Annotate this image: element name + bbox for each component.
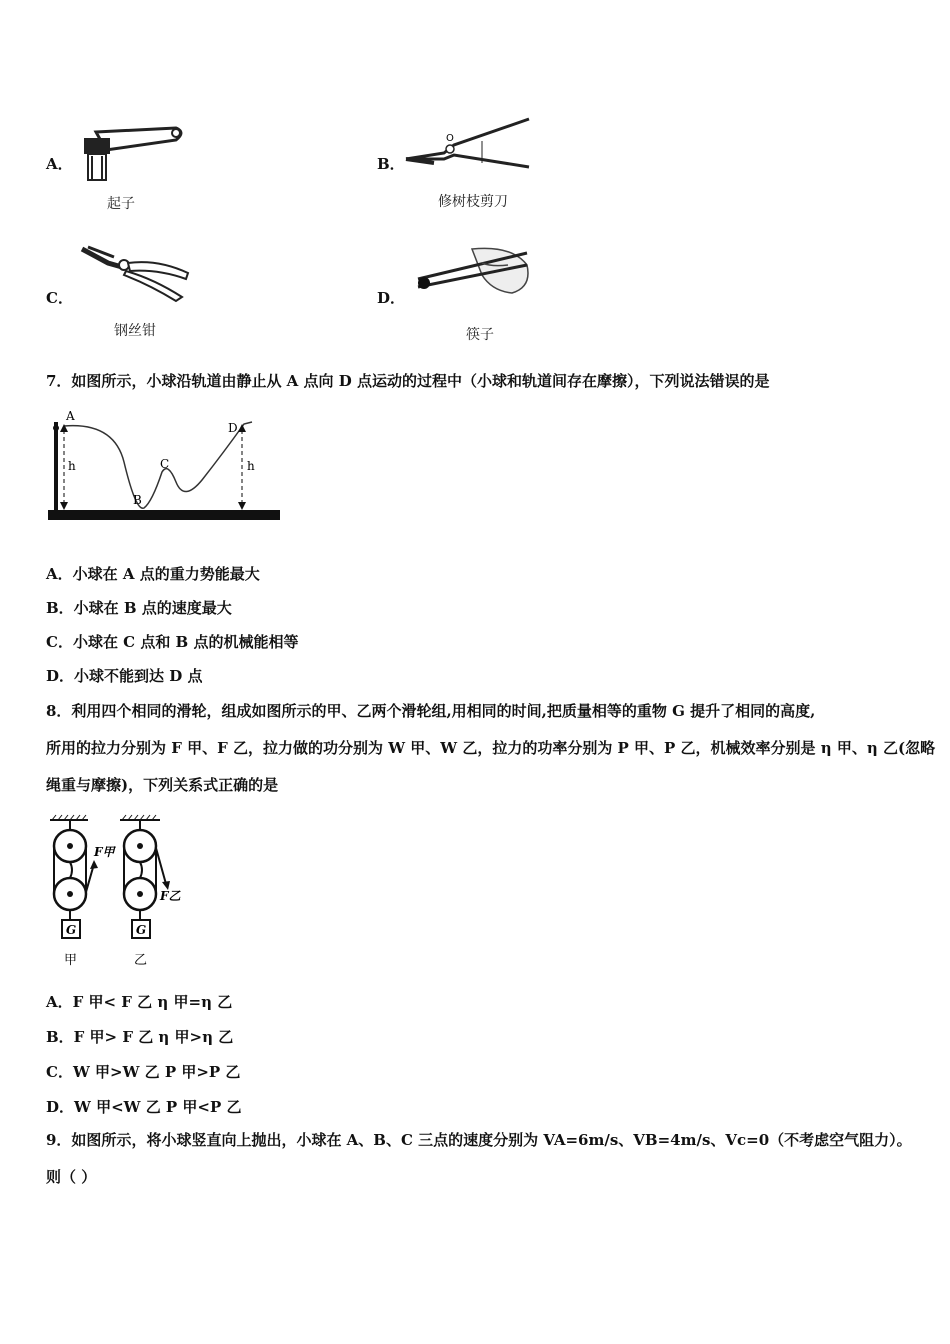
track-figure <box>44 402 284 526</box>
q9-stem-line1: 9．如图所示，将小球竖直向上抛出，小球在 A、B、C 三点的速度分别为 VA=6m/s、VB=4m/s、Vc=0（不考虑空气阻力）。 <box>46 1131 912 1149</box>
point-d-label: D <box>228 421 238 435</box>
q7-option-b: B．小球在 B 点的速度最大 <box>46 599 232 617</box>
q9-stem-line2: 则（ ） <box>46 1168 97 1186</box>
point-a-label: A <box>66 409 75 423</box>
q8-option-b: B．F 甲> F 乙 η 甲>η 乙 <box>46 1028 234 1046</box>
pulley-figure <box>44 812 194 970</box>
q8-stem-line3: 绳重与摩擦)，下列关系式正确的是 <box>46 776 279 794</box>
q7-option-a: A．小球在 A 点的重力势能最大 <box>46 565 260 583</box>
system-right-label: 乙 <box>134 953 148 968</box>
pruning-shears-figure <box>404 115 534 180</box>
weight-left-label: G <box>66 923 77 937</box>
q6-option-d-letter: D． <box>377 289 406 307</box>
force-right-label: F乙 <box>160 889 181 903</box>
q8-option-d: D．W 甲<W 乙 P 甲<P 乙 <box>46 1098 242 1116</box>
point-c-label: C <box>160 457 170 471</box>
force-left-label: F甲 <box>94 845 115 859</box>
chopsticks-figure <box>412 243 537 303</box>
q6-option-a-caption: 起子 <box>107 196 135 212</box>
bottle-opener-figure <box>76 120 191 190</box>
height-left-label: h <box>68 459 76 473</box>
wire-pliers-figure <box>78 245 198 307</box>
q7-stem: 7．如图所示，小球沿轨道由静止从 A 点向 D 点运动的过程中（小球和轨道间存在摩擦），下列说法错误的是 <box>46 372 770 390</box>
q7-option-c: C．小球在 C 点和 B 点的机械能相等 <box>46 633 299 651</box>
q6-option-b-caption: 修树枝剪刀 <box>438 194 508 210</box>
q8-stem-line1: 8．利用四个相同的滑轮，组成如图所示的甲、乙两个滑轮组,用相同的时间,把质量相等的重物 G 提升了相同的高度, <box>46 702 816 720</box>
q6-option-c-letter: C． <box>46 289 73 307</box>
q8-stem-line2: 所用的拉力分别为 F 甲、F 乙，拉力做的功分别为 W 甲、W 乙，拉力的功率分别为 P 甲、P 乙，机械效率分别是 η 甲、η 乙(忽略 <box>46 739 936 757</box>
q6-option-a-letter: A． <box>46 155 73 173</box>
weight-right-label: G <box>136 923 147 937</box>
svg-text:O: O <box>446 133 454 144</box>
point-b-label: B <box>133 493 142 507</box>
q6-option-c-caption: 钢丝钳 <box>114 323 156 339</box>
q6-option-b-letter: B． <box>377 155 405 173</box>
q8-option-c: C．W 甲>W 乙 P 甲>P 乙 <box>46 1063 241 1081</box>
q7-option-d: D．小球不能到达 D 点 <box>46 667 203 685</box>
height-right-label: h <box>247 459 255 473</box>
q6-option-d-caption: 筷子 <box>466 327 494 343</box>
q8-option-a: A．F 甲< F 乙 η 甲=η 乙 <box>46 993 233 1011</box>
system-left-label: 甲 <box>64 953 78 968</box>
